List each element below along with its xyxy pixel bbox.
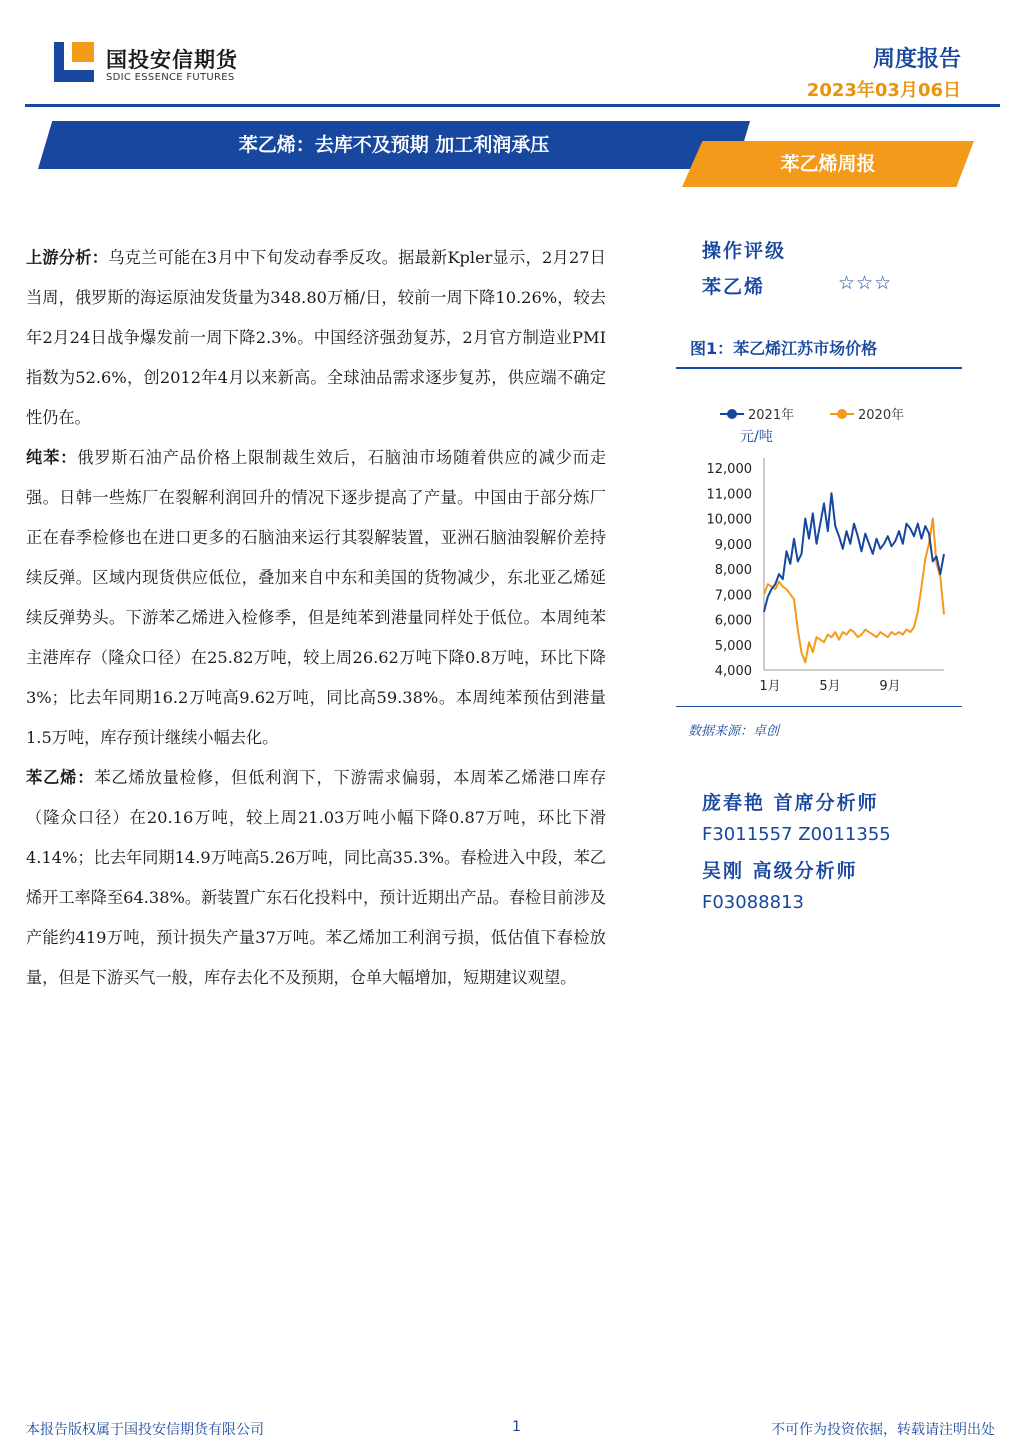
figure-bottom-divider bbox=[676, 706, 962, 707]
legend-marker bbox=[727, 409, 737, 419]
rating-stars-icon: ☆☆☆ bbox=[838, 272, 893, 294]
legend-label: 2021年 bbox=[748, 408, 795, 423]
styrene-price-chart bbox=[676, 376, 962, 704]
legend-label: 2020年 bbox=[858, 408, 905, 423]
section-upstream bbox=[26, 238, 606, 438]
series-line-2020年 bbox=[764, 519, 944, 663]
y-tick-label: 5,000 bbox=[714, 638, 752, 654]
report-date: 2023年03月06日 bbox=[806, 80, 961, 101]
y-tick-label: 6,000 bbox=[714, 613, 752, 629]
footer-disclaimer: 不可作为投资依据，转载请注明出处 bbox=[771, 1422, 995, 1438]
header-divider bbox=[25, 104, 1000, 107]
report-title: 苯乙烯：去库不及预期 加工利润承压 bbox=[238, 134, 550, 156]
y-tick-label: 9,000 bbox=[714, 537, 752, 553]
section-label: 苯乙烯： bbox=[26, 768, 95, 787]
company-logo bbox=[52, 40, 252, 90]
y-tick-label: 7,000 bbox=[714, 588, 752, 604]
y-axis-unit: 元/吨 bbox=[740, 429, 773, 445]
section-benzene bbox=[26, 438, 606, 758]
logo-name-en: SDIC ESSENCE FUTURES bbox=[106, 72, 235, 83]
rating-product: 苯乙烯 bbox=[702, 276, 766, 298]
y-tick-label: 11,000 bbox=[706, 487, 752, 503]
figure-title: 图1：苯乙烯江苏市场价格 bbox=[690, 339, 878, 358]
y-tick-label: 4,000 bbox=[714, 664, 752, 679]
report-type: 周度报告 bbox=[872, 47, 961, 72]
x-tick-label: 5月 bbox=[819, 679, 841, 694]
x-tick-label: 9月 bbox=[879, 679, 901, 694]
page-number: 1 bbox=[512, 1419, 521, 1435]
section-text: 苯乙烯放量检修，但低利润下，下游需求偏弱，本周苯乙烯港口库存（隆众口径）在20.16万吨，较上周21.03万吨小幅下降0.87万吨，环比下滑4.14%；比去年同期14.9万吨高5.26万吨，同比高35.3%。春检进入中段，苯乙烯开工率降至64.38%。新装置广东石化投料中，预计近期出产品。春检目前涉及产能约419万吨，预计损失产量37万吨。苯乙烯加工利润亏损，低估值下春检放量，但是下游买气一般，库存去化不及预期，仓单大幅增加，短期建议观望。 bbox=[26, 768, 607, 987]
y-tick-label: 10,000 bbox=[706, 512, 752, 528]
footer-copyright: 本报告版权属于国投安信期货有限公司 bbox=[26, 1422, 264, 1438]
analysis-body bbox=[26, 238, 606, 998]
section-text: 俄罗斯石油产品价格上限制裁生效后，石脑油市场随着供应的减少而走强。日韩一些炼厂在裂解利润回升的情况下逐步提高了产量。中国由于部分炼厂正在春季检修也在进口更多的石脑油来运行其裂解装置，亚洲石脑油裂解价差持续反弹。区域内现货供应低位，叠加来自中东和美国的货物减少，东北亚乙烯延续反弹势头。下游苯乙烯进入检修季，但是纯苯到港量同样处于低位。本周纯苯主港库存（隆众口径）在25.82万吨，较上周26.62万吨下降0.8万吨，环比下降3%；比去年同期16.2万吨高9.62万吨，同比高59.38%。本周纯苯预估到港量1.5万吨，库存预计继续小幅去化。 bbox=[26, 448, 607, 747]
y-tick-label: 12,000 bbox=[706, 462, 752, 477]
y-tick-label: 8,000 bbox=[714, 563, 752, 578]
rating-title: 操作评级 bbox=[702, 240, 787, 262]
logo-mark-icon bbox=[52, 40, 96, 84]
section-text: 乌克兰可能在3月中下旬发动春季反攻。据最新Kpler显示，2月27日当周，俄罗斯的海运原油发货量为348.80万桶/日，较前一周下降10.26%，较去年2月24日战争爆发前一周下降2.3%。中国经济强劲复苏，2月官方制造业PMI指数为52.6%，创2012年4月以来新高。全球油品需求逐步复苏，供应端不确定性仍在。 bbox=[26, 248, 606, 427]
logo-name-cn: 国投安信期货 bbox=[106, 48, 238, 72]
report-tag: 苯乙烯周报 bbox=[780, 153, 876, 175]
analyst-name-2: 吴刚 高级分析师 bbox=[702, 860, 858, 882]
figure-divider bbox=[676, 367, 962, 369]
section-label: 上游分析： bbox=[26, 248, 109, 267]
analyst-id-2: F03088813 bbox=[702, 892, 804, 913]
data-source: 数据来源：卓创 bbox=[688, 724, 780, 739]
analyst-name-1: 庞春艳 首席分析师 bbox=[702, 792, 879, 814]
section-label: 纯苯： bbox=[26, 448, 78, 467]
section-styrene bbox=[26, 758, 606, 998]
analyst-id-1: F3011557 Z0011355 bbox=[702, 824, 891, 845]
legend-marker bbox=[837, 409, 847, 419]
x-tick-label: 1月 bbox=[759, 679, 781, 694]
